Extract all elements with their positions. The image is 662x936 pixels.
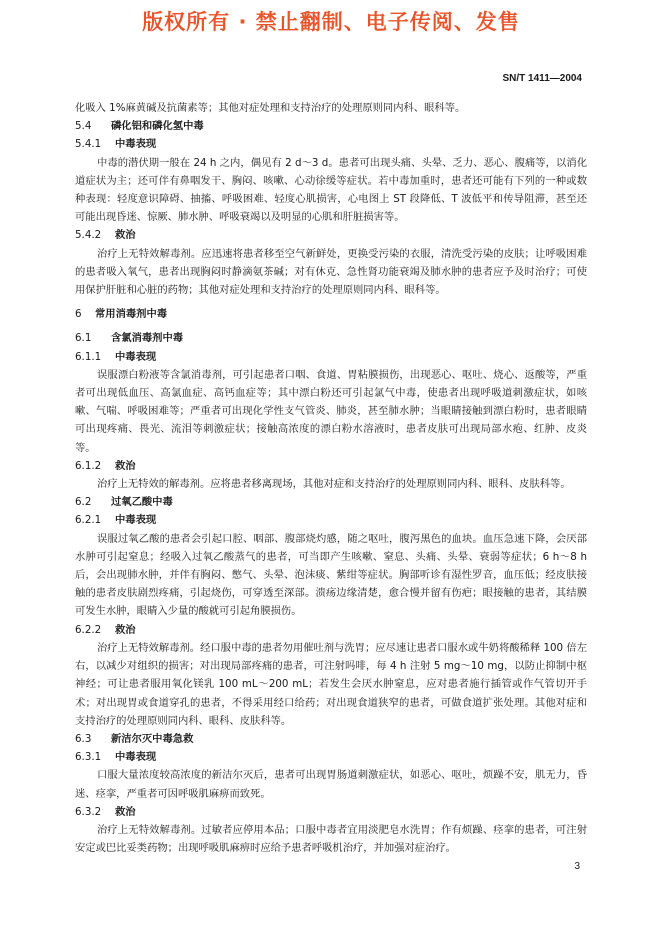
section-heading bbox=[75, 748, 587, 766]
section-number: 6.3.2 bbox=[75, 805, 102, 818]
section-number: 6.1 bbox=[75, 332, 92, 345]
body-paragraph: 治疗上无特效解毒剂。应迅速将患者移至空气新鲜处，更换受污染的衣服，清洗受污染的皮肤；让呼吸困难的患者吸入氧气，患者出现胸闷时静滴氨茶碱；对有休克、急性肾功能衰竭及肺水肿的患者应予及时治疗；可使用保护肝脏和心脏的药物；其他对症处理和支持治疗的处理原则同内科、眼科等。 bbox=[75, 247, 587, 297]
body-paragraph: 化吸入 1%麻黄碱及抗菌素等；其他对症处理和支持治疗的处理原则同内科、眼科等。 bbox=[75, 102, 466, 114]
section-number: 6.2 bbox=[75, 496, 92, 509]
standard-code: SN/T 1411—2004 bbox=[502, 73, 582, 84]
body-paragraph: 中毒的潜伏期一般在 24 h 之内，偶见有 2 d～3 d。患者可出现头痛、头晕、乏力、恶心、腹痛等，以消化道症状为主；还可伴有鼻咽发干、胸闷、咳嗽、心动徐缓等症状。若中毒加重时，患者还可能有下列的一种或数种表现：轻度意识障碍、抽搐、呼吸困难、轻度心肌损害，心电图上 ST 段降低、T 波低平和传导阻滞，甚至还可能出现昏迷、惊厥、肺水肿、呼吸衰竭以及明显的心肌和肝脏损害等。 bbox=[75, 156, 587, 224]
page-number: 3 bbox=[574, 861, 580, 872]
section-number: 6.1.1 bbox=[75, 350, 102, 363]
section-title: 磷化铝和磷化氢中毒 bbox=[111, 120, 204, 133]
section-title: 救治 bbox=[115, 459, 136, 472]
section-heading bbox=[75, 135, 587, 153]
section-number: 6.2.1 bbox=[75, 514, 102, 527]
section-title: 救治 bbox=[115, 229, 136, 242]
section-heading bbox=[75, 493, 587, 511]
section-heading bbox=[75, 305, 587, 323]
section-title: 救治 bbox=[115, 623, 136, 636]
section-number: 5.4.1 bbox=[75, 138, 102, 151]
section-number: 6.1.2 bbox=[75, 459, 102, 472]
section-title: 常用消毒剂中毒 bbox=[95, 308, 168, 321]
document-body bbox=[75, 99, 587, 857]
body-paragraph: 治疗上无特效解毒剂。经口服中毒的患者勿用催吐剂与洗胃；应尽速让患者口服水或牛奶将酸稀释 100 倍左右，以减少对组织的损害；对出现局部疼痛的患者，可注射吗啡，每 4 h 注射 5 mg～10 mg，以防止抑制中枢神经；可让患者服用氧化镁乳 100 mL～200 mL；若发生会厌水肿窒息，应对患者施行插管或作气管切开手术；对出现胃或食道穿孔的患者，不得采用经口给药；对出现食道狭窄的患者，可做食道扩张处理。其他对症和支持治疗的处理原则同内科、眼科、皮肤科等。 bbox=[75, 641, 587, 727]
section-title: 中毒表现 bbox=[115, 350, 157, 363]
section-heading bbox=[75, 117, 587, 135]
section-title: 救治 bbox=[115, 805, 136, 818]
section-number: 6.3.1 bbox=[75, 751, 102, 764]
section-title: 中毒表现 bbox=[115, 138, 157, 151]
section-title: 中毒表现 bbox=[115, 751, 157, 764]
section-number: 5.4 bbox=[75, 120, 92, 133]
section-number: 5.4.2 bbox=[75, 229, 102, 242]
section-heading bbox=[75, 511, 587, 529]
section-number: 6.2.2 bbox=[75, 623, 102, 636]
section-title: 含氯消毒剂中毒 bbox=[111, 332, 184, 345]
section-number: 6 bbox=[75, 308, 82, 321]
body-paragraph: 口服大量浓度较高浓度的新洁尔灭后，患者可出现胃肠道刺激症状，如恶心、呕吐，烦躁不安，肌无力，昏迷、痉挛，严重者可因呼吸肌麻痹而致死。 bbox=[75, 769, 587, 800]
section-heading bbox=[75, 457, 587, 475]
section-title: 过氧乙酸中毒 bbox=[111, 496, 173, 509]
section-number: 6.3 bbox=[75, 732, 92, 745]
section-heading bbox=[75, 329, 587, 347]
body-paragraph: 误服过氧乙酸的患者会引起口腔、咽部、腹部烧灼感，随之呕吐，腹泻黑色的血块。血压急速下降，会厌部水肿可引起窒息；经吸入过氧乙酸蒸气的患者，可当即产生咳嗽、窒息、头痛、头晕、衰弱等症状；6 h～8 h后，会出现肺水肿，并伴有胸闷、憋气、头晕、泡沫痰、紫绀等症状。胸部听诊有湿性罗音，血压低；经皮肤接触的患者皮肤剧烈疼痛，引起烧伤，可穿透至深部。溃疡边缘清楚，愈合慢并留有伤疤；眼接触的患者，其结膜可发生水肿，眼睛入少量的酸就可引起角膜损伤。 bbox=[75, 532, 587, 618]
section-heading bbox=[75, 803, 587, 821]
section-heading bbox=[75, 730, 587, 748]
section-heading bbox=[75, 226, 587, 244]
section-title: 新洁尔灭中毒急救 bbox=[111, 732, 194, 745]
watermark-banner: 版权所有 · 禁止翻制、电子传阅、发售 bbox=[142, 10, 520, 34]
body-paragraph: 误服漂白粉液等含氯消毒剂，可引起患者口咽、食道、胃粘膜损伤，出现恶心、呕吐、烧心、返酸等，严重者可出现低血压、高氯血症、高钙血症等；其中漂白粉还可引起氯气中毒，使患者出现呼吸道刺激症状，如咳嗽、气喘、呼吸困难等；严重者可出现化学性支气管炎、肺炎，甚至肺水肿；当眼睛接触到漂白粉时，患者眼睛可出现疼痛、畏光、流泪等刺激症状；接触高浓度的漂白粉水溶液时，患者皮肤可出现局部水疱、红肿、皮炎等。 bbox=[75, 368, 587, 454]
body-paragraph: 治疗上无特效的解毒剂。应将患者移离现场，其他对症和支持治疗的处理原则同内科、眼科、皮肤科等。 bbox=[97, 478, 571, 491]
section-title: 中毒表现 bbox=[115, 514, 157, 527]
section-heading bbox=[75, 621, 587, 639]
body-paragraph: 治疗上无特效解毒剂。过敏者应停用本品；口服中毒者宜用淡肥皂水洗胃；作有烦躁、痉挛的患者，可注射安定或巴比妥类药物；出现呼吸肌麻痹时应给予患者呼吸机治疗，并加强对症治疗。 bbox=[75, 823, 587, 855]
section-heading bbox=[75, 348, 587, 366]
